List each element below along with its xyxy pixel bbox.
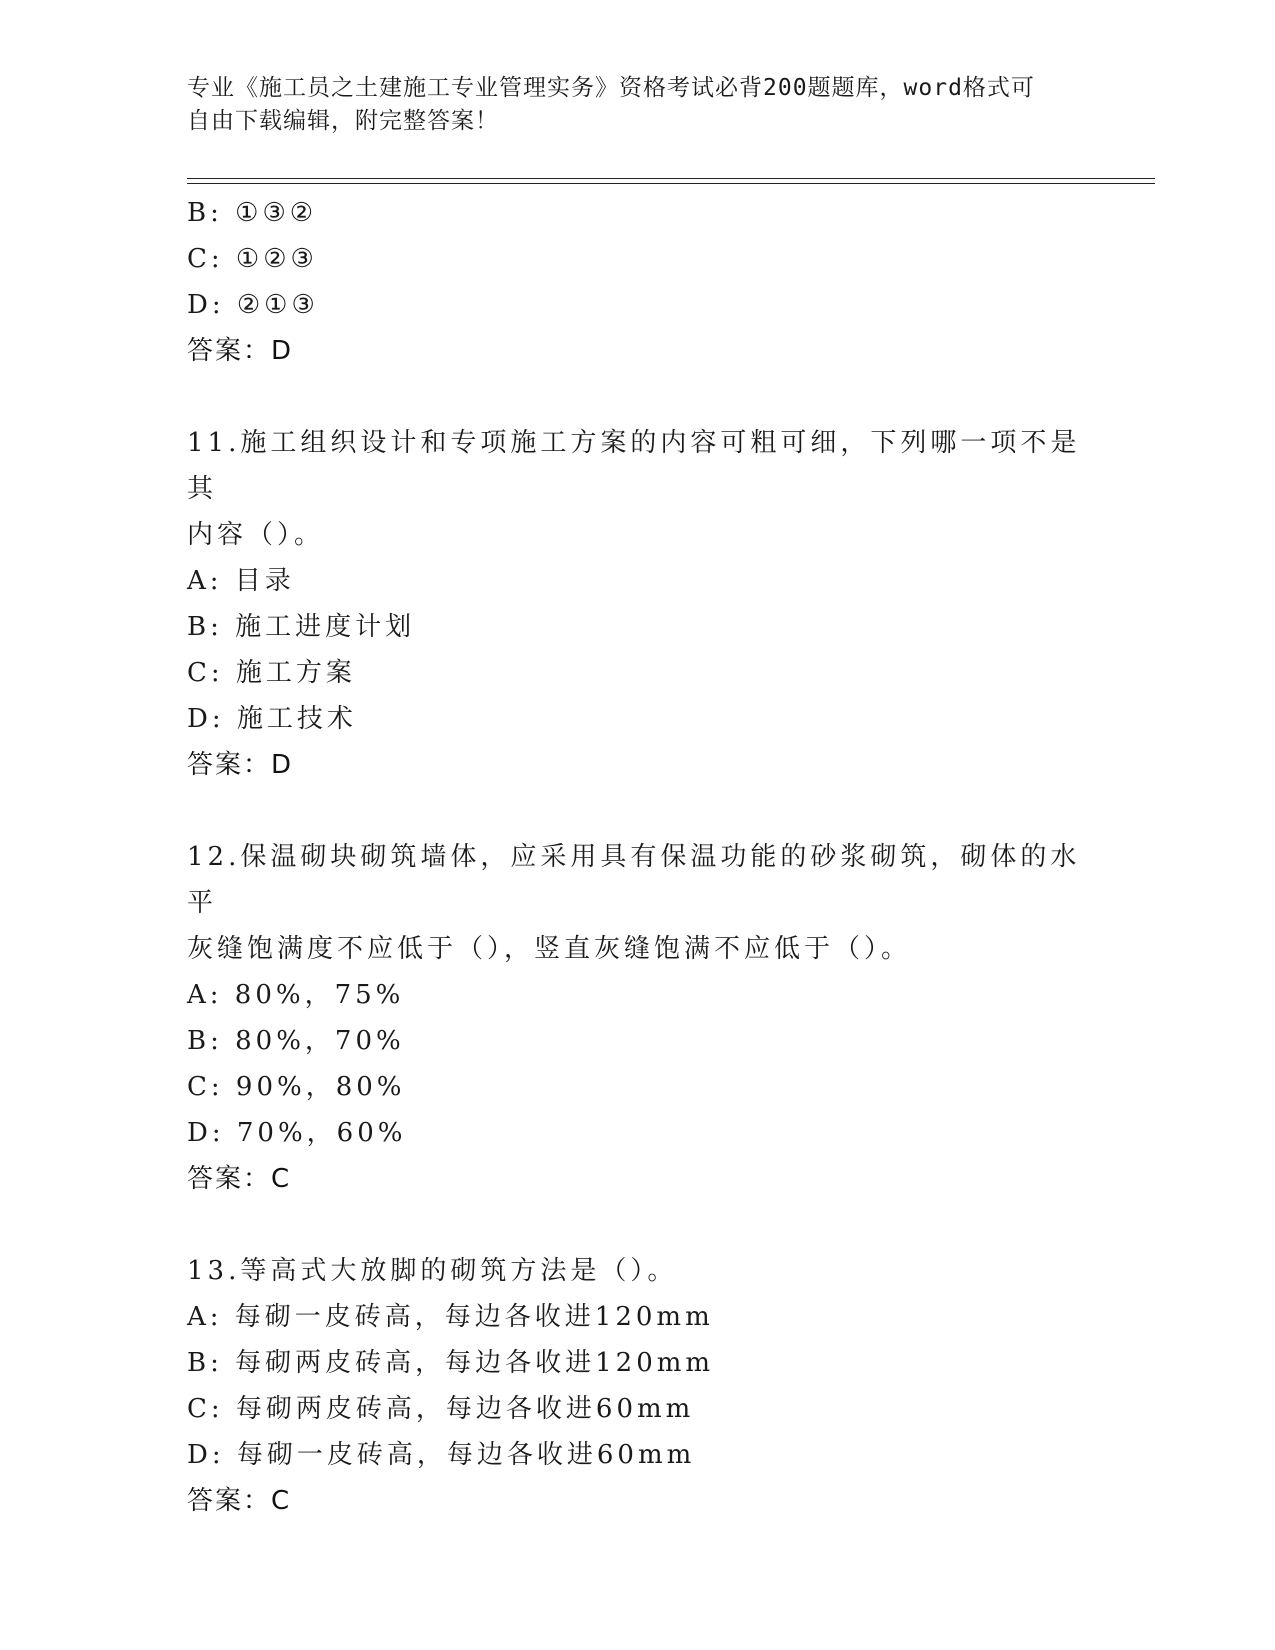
question-text-line-1: 13.等高式大放脚的砌筑方法是（）。 xyxy=(187,1256,678,1286)
question-13 xyxy=(187,1248,1137,1524)
option-c: C: 90%，80% xyxy=(187,1072,406,1102)
option-b: B: 每砌两皮砖高，每边各收进120mm xyxy=(187,1348,715,1378)
option-d: D: ②①③ xyxy=(187,290,319,320)
answer: 答案：D xyxy=(187,336,294,366)
answer: 答案：C xyxy=(187,1164,292,1194)
question-text-line-1: 11.施工组织设计和专项施工方案的内容可粗可细，下列哪一项不是其 xyxy=(187,428,1081,504)
question-10 xyxy=(187,190,1137,374)
option-d: D: 70%，60% xyxy=(187,1118,407,1148)
option-a: A: 80%，75% xyxy=(187,980,405,1010)
question-text-line-2: 内容（）。 xyxy=(187,520,325,550)
option-c: C: 每砌两皮砖高，每边各收进60mm xyxy=(187,1394,695,1424)
header-line-1: 专业《施工员之土建施工专业管理实务》资格考试必背200题题库，word格式可 xyxy=(187,75,1035,101)
option-b: B: 80%，70% xyxy=(187,1026,405,1056)
question-11 xyxy=(187,420,1137,788)
spacer xyxy=(187,374,1137,420)
header-rule-bottom xyxy=(187,183,1155,184)
document-header xyxy=(187,72,1077,138)
option-a: A: 每砌一皮砖高，每边各收进120mm xyxy=(187,1302,714,1332)
option-d: D: 每砌一皮砖高，每边各收进60mm xyxy=(187,1440,696,1470)
questions-content xyxy=(187,190,1137,1524)
spacer xyxy=(187,1202,1137,1248)
option-c: C: ①②③ xyxy=(187,244,318,274)
option-a: A: 目录 xyxy=(187,566,295,596)
spacer xyxy=(187,788,1137,834)
answer: 答案：D xyxy=(187,750,294,780)
option-d: D: 施工技术 xyxy=(187,704,357,734)
answer: 答案：C xyxy=(187,1486,292,1516)
question-text-line-2: 灰缝饱满度不应低于（），竖直灰缝饱满不应低于（）。 xyxy=(187,934,912,964)
option-b: B: 施工进度计划 xyxy=(187,612,416,642)
header-line-2: 自由下载编辑，附完整答案！ xyxy=(187,108,499,134)
option-b: B: ①③② xyxy=(187,198,318,228)
question-text-line-1: 12.保温砌块砌筑墙体，应采用具有保温功能的砂浆砌筑，砌体的水平 xyxy=(187,842,1081,918)
option-c: C: 施工方案 xyxy=(187,658,356,688)
header-rule-top xyxy=(187,178,1155,179)
question-12 xyxy=(187,834,1137,1202)
